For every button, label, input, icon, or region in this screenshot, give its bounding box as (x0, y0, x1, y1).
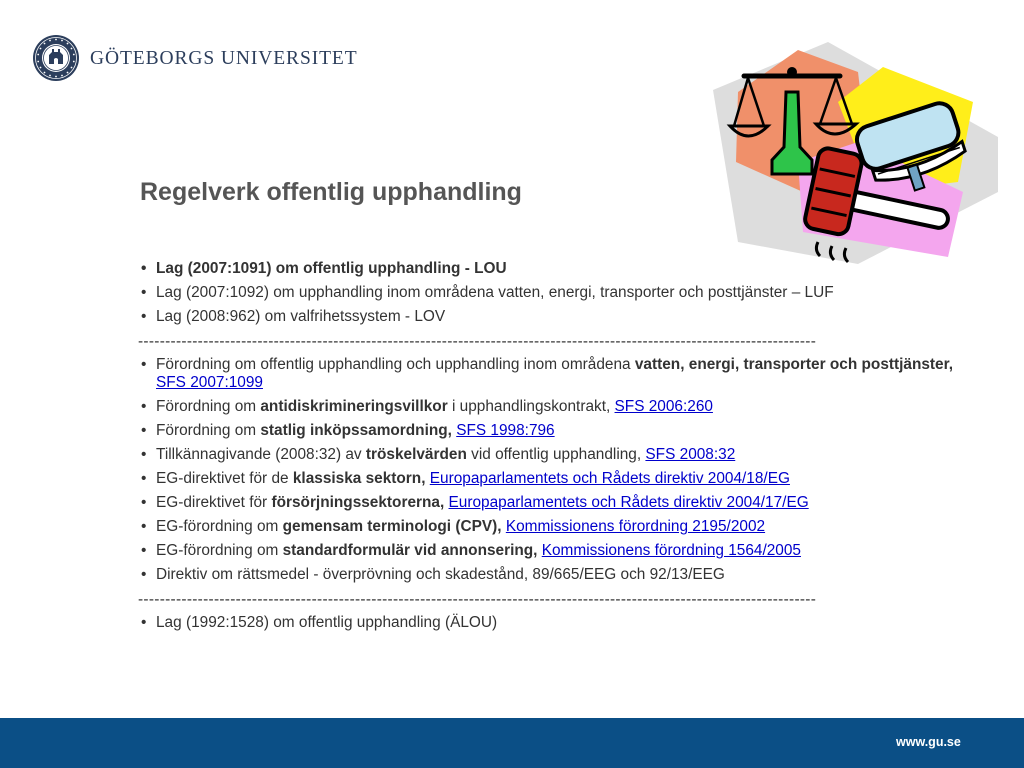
link-regulation-2195-2002[interactable]: Kommissionens förordning 2195/2002 (505, 518, 766, 535)
item-text: EG-förordning om (156, 542, 283, 559)
list-item-regulation (138, 542, 958, 560)
item-text: Tillkännagivande (2008:32) av (156, 446, 366, 463)
link-directive-2004-17[interactable]: Europaparlamentets och Rådets direktiv 2004/17/EG (448, 494, 809, 511)
separator-line: ----------------------------------------------------------------------------------------------------------------------------- (138, 333, 817, 350)
item-bold: statlig inköpssamordning, (260, 422, 452, 439)
item-text: Förordning om (156, 422, 261, 439)
justice-scale-gavel-book-icon (708, 42, 1006, 268)
list-item-regulation (138, 398, 958, 416)
footer-bar (0, 718, 1024, 768)
item-text: EG-direktivet för de (156, 470, 293, 487)
list-item-regulation (138, 422, 958, 440)
item-bold: standardformulär vid annonsering, (282, 542, 538, 559)
slide-title: Regelverk offentlig upphandling (140, 178, 522, 206)
item-bold: antidiskrimineringsvillkor (260, 398, 448, 415)
item-bold: klassiska sektorn, (292, 470, 426, 487)
separator-line: ----------------------------------------------------------------------------------------------------------------------------- (138, 591, 817, 608)
footer-url-link[interactable]: www.gu.se (896, 735, 961, 749)
item-bold: gemensam terminologi (CPV), (282, 518, 502, 535)
list-item-text: Lag (2007:1092) om upphandling inom områdena vatten, energi, transporter och posttjänster – LUF (156, 284, 834, 301)
item-bold: vatten, energi, transporter och posttjänster, (634, 356, 954, 373)
university-name: GÖTEBORGS UNIVERSITET (90, 48, 358, 69)
item-text: EG-direktivet för (156, 494, 272, 511)
link-sfs-1998-796[interactable]: SFS 1998:796 (456, 422, 555, 439)
list-item-alou (138, 614, 958, 632)
list-item-text: Lag (1992:1528) om offentlig upphandling (ÄLOU) (156, 614, 498, 631)
university-logo[interactable] (32, 34, 358, 82)
list-item-regulation (138, 566, 958, 584)
list-item-regulation (138, 494, 958, 512)
item-bold: försörjningssektorerna, (271, 494, 445, 511)
list-item-luf (138, 284, 958, 302)
list-item-regulation (138, 356, 958, 392)
item-text: EG-förordning om (156, 518, 283, 535)
link-sfs-2007-1099[interactable]: SFS 2007:1099 (156, 374, 263, 391)
list-item-lou (138, 260, 958, 278)
item-bold: tröskelvärden (365, 446, 467, 463)
university-seal-icon (32, 34, 80, 82)
list-item-text: Lag (2007:1091) om offentlig upphandling - LOU (156, 260, 507, 277)
link-regulation-1564-2005[interactable]: Kommissionens förordning 1564/2005 (541, 542, 801, 559)
slide-content (138, 260, 958, 638)
list-item-text: Lag (2008:962) om valfrihetssystem - LOV (156, 308, 446, 325)
item-text: vid offentlig upphandling, (466, 446, 646, 463)
link-sfs-2006-260[interactable]: SFS 2006:260 (614, 398, 713, 415)
item-text: Förordning om (156, 398, 261, 415)
link-sfs-2008-32[interactable]: SFS 2008:32 (645, 446, 736, 463)
list-item-regulation (138, 518, 958, 536)
item-text: Förordning om offentlig upphandling och upphandling inom områdena (156, 356, 635, 373)
list-item-regulation (138, 470, 958, 488)
list-item-lov (138, 308, 958, 326)
item-text: Direktiv om rättsmedel - överprövning och skadestånd, 89/665/EEG och 92/13/EEG (156, 566, 725, 583)
list-item-regulation (138, 446, 958, 464)
item-text: i upphandlingskontrakt, (447, 398, 615, 415)
link-directive-2004-18[interactable]: Europaparlamentets och Rådets direktiv 2004/18/EG (429, 470, 790, 487)
